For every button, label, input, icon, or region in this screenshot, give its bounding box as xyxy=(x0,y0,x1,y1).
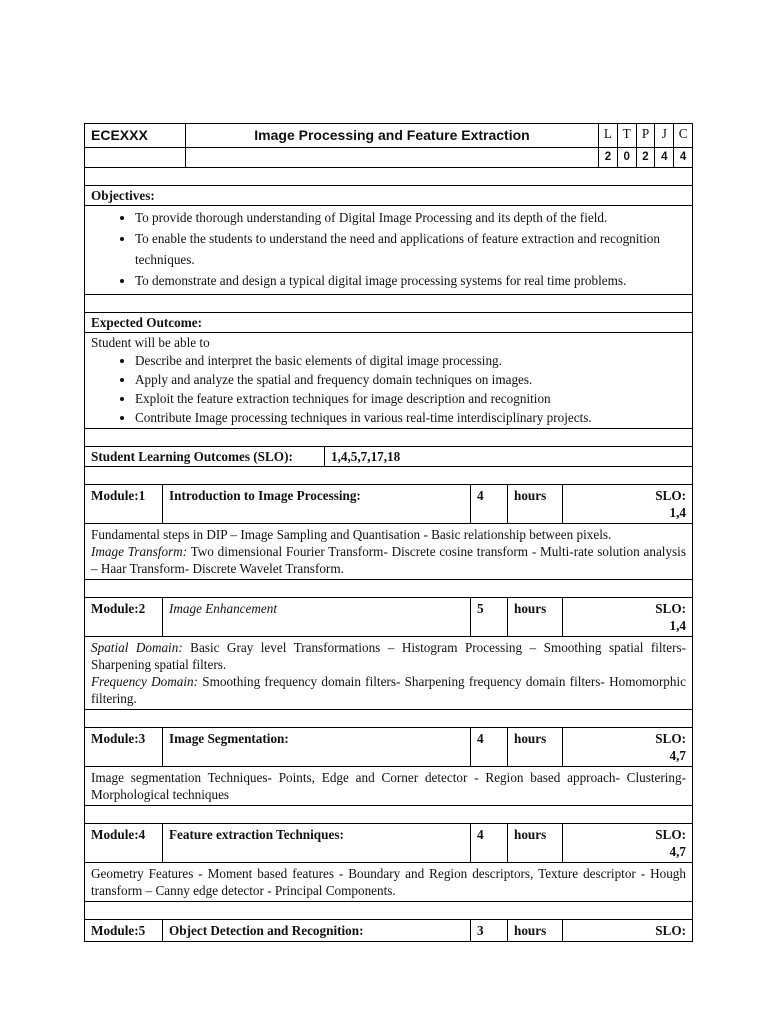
course-header-row xyxy=(85,124,693,148)
module-hours-label: hours xyxy=(508,728,563,766)
spacer-row xyxy=(85,902,693,920)
module-slo-value: 4,7 xyxy=(669,844,686,859)
module-slo-label: SLO: xyxy=(655,488,686,503)
spacer-row xyxy=(85,580,693,598)
spacer-row xyxy=(85,710,693,728)
outcome-item: • Apply and analyze the spatial and frequency domain techniques on images. xyxy=(135,370,686,389)
ltpjc-header-p: P xyxy=(637,124,656,147)
module-content-label: Spatial Domain: xyxy=(91,640,183,655)
module-slo xyxy=(563,920,692,941)
module-content-label: Frequency Domain: xyxy=(91,674,199,689)
module-content-text: Fundamental steps in DIP – Image Sampling and Quantisation - Basic relationship between pixels. xyxy=(91,527,612,542)
spacer-row xyxy=(85,429,693,447)
outcome-heading: Expected Outcome: xyxy=(91,315,202,330)
module-number: Module:1 xyxy=(85,485,163,523)
module-5-header xyxy=(85,920,693,942)
ltpjc-headers xyxy=(599,124,692,147)
module-content-text: Image segmentation Techniques- Points, Edge and Corner detector - Region based approach- Clustering- Morphological techniques xyxy=(91,770,686,802)
module-1-header xyxy=(85,485,693,524)
spacer-row xyxy=(85,806,693,824)
module-2-content xyxy=(85,637,693,710)
course-title: Image Processing and Feature Extraction xyxy=(186,124,599,147)
module-hours: 3 xyxy=(471,920,508,941)
objective-item: • To demonstrate and design a typical digital image processing systems for real time problems. xyxy=(135,270,686,291)
ltpjc-values xyxy=(599,148,692,167)
ltpjc-header-t: T xyxy=(618,124,637,147)
outcome-list xyxy=(91,351,686,427)
objectives-heading-row xyxy=(85,186,693,206)
empty-code-cell xyxy=(85,148,186,167)
syllabus-table xyxy=(84,123,693,942)
module-hours: 4 xyxy=(471,728,508,766)
module-content-text: Smoothing frequency domain filters- Sharpening frequency domain filters- Homomorphic filtering. xyxy=(91,674,686,706)
module-1-content xyxy=(85,524,693,580)
spacer-row xyxy=(85,295,693,313)
module-hours: 5 xyxy=(471,598,508,636)
objectives-heading: Objectives: xyxy=(91,188,155,203)
module-slo xyxy=(563,485,692,523)
module-title: Image Enhancement xyxy=(163,598,471,636)
outcome-item: • Exploit the feature extraction techniques for image description and recognition xyxy=(135,389,686,408)
module-slo-value: 1,4 xyxy=(669,505,686,520)
ltpjc-value-t: 0 xyxy=(618,148,637,167)
ltpjc-value-p: 2 xyxy=(637,148,656,167)
outcome-list-row xyxy=(85,333,693,429)
module-4-content xyxy=(85,863,693,902)
module-slo-label: SLO: xyxy=(655,827,686,842)
outcome-heading-row xyxy=(85,313,693,333)
module-slo-value: 4,7 xyxy=(669,748,686,763)
ltpjc-value-j: 4 xyxy=(655,148,674,167)
ltpjc-header-j: J xyxy=(655,124,674,147)
objective-item: • To enable the students to understand the need and applications of feature extraction and recognition techniques. xyxy=(135,228,686,270)
module-number: Module:5 xyxy=(85,920,163,941)
objectives-list-row xyxy=(85,206,693,295)
module-title: Image Segmentation: xyxy=(163,728,471,766)
module-number: Module:2 xyxy=(85,598,163,636)
module-content-text: Geometry Features - Moment based features - Boundary and Region descriptors, Texture descriptor - Hough transform – Canny edge detector - Principal Components. xyxy=(91,866,686,898)
module-number: Module:3 xyxy=(85,728,163,766)
module-slo-label: SLO: xyxy=(655,923,686,938)
spacer-row xyxy=(85,168,693,186)
module-content-text: Two dimensional Fourier Transform- Discrete cosine transform - Multi-rate solution analysis – Haar Transform- Discrete Wavelet Transform. xyxy=(91,544,686,576)
ltpjc-header-l: L xyxy=(599,124,618,147)
module-title: Feature extraction Techniques: xyxy=(163,824,471,862)
module-content-label: Image Transform: xyxy=(91,544,188,559)
module-slo xyxy=(563,598,692,636)
module-hours-label: hours xyxy=(508,485,563,523)
course-credit-row xyxy=(85,148,693,168)
module-content-text: Basic Gray level Transformations – Histogram Processing – Smoothing spatial filters- Sharpening spatial filters. xyxy=(91,640,686,672)
module-slo-label: SLO: xyxy=(655,731,686,746)
module-slo-label: SLO: xyxy=(655,601,686,616)
module-hours-label: hours xyxy=(508,920,563,941)
ltpjc-header-c: C xyxy=(678,126,688,141)
objective-item: • To provide thorough understanding of Digital Image Processing and its depth of the field. xyxy=(135,207,686,228)
outcome-item: • Describe and interpret the basic elements of digital image processing. xyxy=(135,351,686,370)
module-slo xyxy=(563,728,692,766)
module-3-header xyxy=(85,728,693,767)
slo-label: Student Learning Outcomes (SLO): xyxy=(85,447,325,466)
ltpjc-value-l: 2 xyxy=(599,148,618,167)
module-hours: 4 xyxy=(471,485,508,523)
slo-row xyxy=(85,447,693,467)
objectives-list xyxy=(91,207,686,291)
outcome-intro: Student will be able to xyxy=(91,335,210,350)
module-number: Module:4 xyxy=(85,824,163,862)
course-code: ECEXXX xyxy=(85,124,186,147)
module-title: Introduction to Image Processing: xyxy=(163,485,471,523)
empty-title-cell xyxy=(186,148,599,167)
module-hours-label: hours xyxy=(508,598,563,636)
module-slo-value: 1,4 xyxy=(669,618,686,633)
module-2-header xyxy=(85,598,693,637)
module-hours: 4 xyxy=(471,824,508,862)
module-title: Object Detection and Recognition: xyxy=(163,920,471,941)
outcome-item: • Contribute Image processing techniques in various real-time interdisciplinary projects. xyxy=(135,408,686,427)
ltpjc-value-c: 4 xyxy=(679,151,687,163)
slo-value: 1,4,5,7,17,18 xyxy=(331,449,401,464)
module-3-content xyxy=(85,767,693,806)
module-4-header xyxy=(85,824,693,863)
spacer-row xyxy=(85,467,693,485)
module-slo xyxy=(563,824,692,862)
module-hours-label: hours xyxy=(508,824,563,862)
